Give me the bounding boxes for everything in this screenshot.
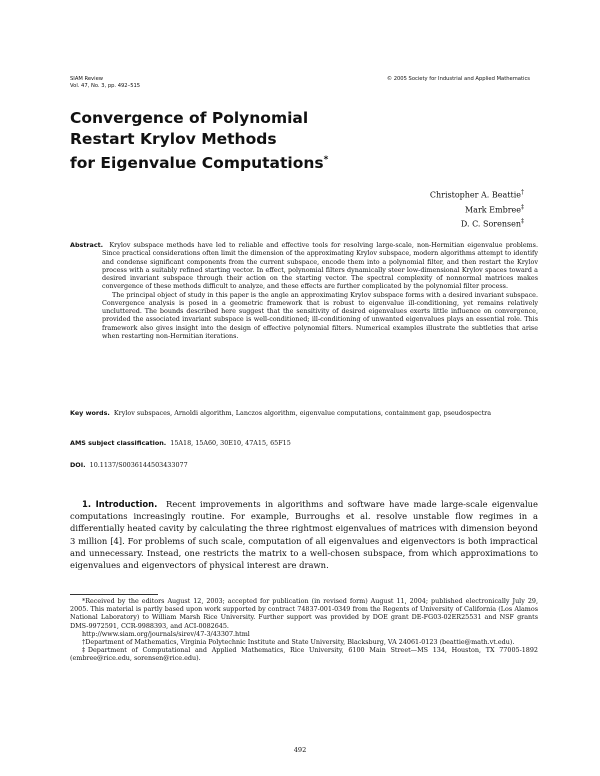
ams-label: AMS subject classification. — [70, 439, 167, 447]
author: Mark Embree‡ — [464, 203, 524, 215]
journal-header — [70, 76, 140, 90]
intro-paragraph: 1. Introduction. Recent improvements in algorithms and software have made large-scale eigenvalue computations increasingly routine. For example, Burroughs et al. resolve unstable flow regimes in a differentially heated cavity by calculating the three rightmost eigenvalues of matrices with dimension beyond 3 million [4]. For problems of such scale, computation of all eigenvalues and eigenvectors is both impractical and unnecessary. Instead, one restricts the matrix to a well-chosen subspace, from which approximations to eigenvalues and eigenvectors of physical interest are drawn. — [70, 499, 539, 571]
author: D. C. Sorensen‡ — [460, 218, 524, 229]
introduction-section — [70, 498, 538, 571]
doi: DOI. 10.1137/S0036144503433077 — [70, 461, 188, 469]
author-list — [430, 187, 524, 231]
copyright-notice: © 2005 Society for Industrial and Applied Mathematics — [386, 76, 530, 82]
title-line-3: for Eigenvalue Computations* — [70, 154, 329, 173]
footnote-url[interactable]: http://www.siam.org/journals/sirev/47-3/43307.html — [82, 629, 250, 638]
title-footnote-mark: * — [323, 155, 329, 165]
keywords-label: Key words. — [70, 409, 110, 417]
abstract-paragraph-2: The principal object of study in this paper is the angle an approximating Krylov subspace forms with a desired invariant subspace. Convergence analysis is posed in a geometric framework that is robust to eigenvalue ill-conditioning, yet remains relatively uncluttered. The bounds described here suggest that the sensitivity of desired eigenvalues exerts little influence on convergence, provided the associated invariant subspace is well-conditioned; ill-conditioning of unwanted eigenvalues plays an essential role. This framework also gives insight into the design of effective polynomial filters. Numerical examples illustrate the subtleties that arise when restarting non-Hermitian iterations. — [102, 290, 538, 340]
title-line-2: Restart Krylov Methods — [70, 130, 277, 148]
footnote-beattie: †Department of Mathematics, Virginia Polytechnic Institute and State University, Blacksburg, VA 24061-0123 (beattie@math.vt.edu). — [82, 638, 515, 647]
abstract-paragraph-1: Abstract. Krylov subspace methods have led to reliable and effective tools for resolving large-scale, non-Hermitian eigenvalue problems. Since practical considerations often limit the dimension of the approximating Krylov subspace, modern algorithms attempt to identify and condense significant components from the current subspace, encode them into a polynomial filter, and then restart the Krylov process with a suitably refined starting vector. In effect, polynomial filters dynamically steer low-dimensional Krylov spaces toward a desired invariant subspace through their action on the starting vector. The spectral complexity of nonnormal matrices makes convergence of these methods difficult to analyze, and these effects are further complicated by the polynomial filter process. — [70, 241, 538, 291]
keywords: Key words. Krylov subspaces, Arnoldi algorithm, Lanczos algorithm, eigenvalue computations, containment gap, pseudospectra — [70, 409, 492, 417]
ams-classification: AMS subject classification. 15A18, 15A60, 30E10, 47A15, 65F15 — [70, 439, 291, 447]
abstract-label: Abstract. — [70, 241, 104, 249]
abstract — [70, 241, 538, 340]
author: Christopher A. Beattie† — [429, 189, 524, 200]
footnote-rule — [70, 594, 158, 595]
page-number: 492 — [293, 746, 307, 754]
doi-label: DOI. — [70, 461, 86, 469]
journal-name: SIAM Review — [70, 76, 104, 82]
paper-title — [70, 108, 328, 174]
title-line-1: Convergence of Polynomial — [70, 109, 309, 127]
footnote-embree-sorensen: ‡Department of Computational and Applied Mathematics, Rice University, 6100 Main Street—MS 134, Houston, TX 77005-1892 (embree@rice.edu, sorensen@rice.edu). — [70, 646, 538, 663]
footnote-received: *Received by the editors August 12, 2003; accepted for publication (in revised form) August 11, 2004; published electronically July 29, 2005. This material is partly based upon work supported by contract 74837-001-0349 from the Regents of University of California (Los Alamos National Laboratory) to William Marsh Rice University. Further support was provided by DOE grant DE-FG03-02ER25531 and NSF grants DMS-9972591, CCR-9988393, and ACI-0082645. — [70, 597, 538, 630]
journal-volume: Vol. 47, No. 3, pp. 492–515 — [70, 83, 141, 89]
footnotes — [70, 597, 538, 663]
section-heading: 1. Introduction. — [82, 499, 158, 509]
